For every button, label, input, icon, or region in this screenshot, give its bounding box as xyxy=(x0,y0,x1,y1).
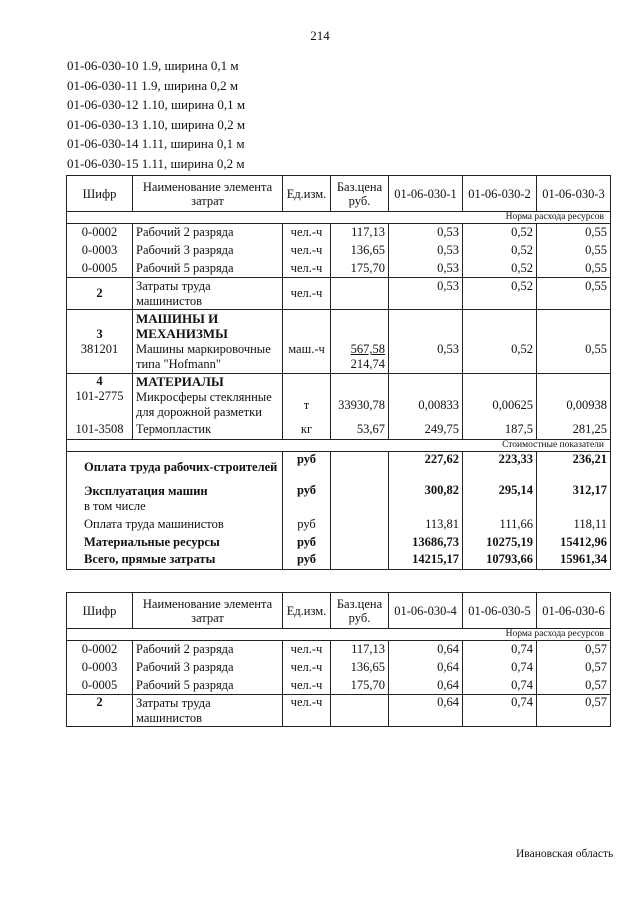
cost-row xyxy=(67,483,611,515)
cell-unit: чел.-ч xyxy=(283,677,331,695)
cost-value: 295,14 xyxy=(463,483,537,515)
cell-code: 0-0003 xyxy=(67,659,133,677)
code-line: 01-06-030-11 1.9, ширина 0,2 м xyxy=(67,77,239,93)
cell-price: 53,67 xyxy=(331,421,389,439)
cell-value: 0,74 xyxy=(463,695,537,727)
cost-unit: руб xyxy=(283,515,331,533)
code-line: 01-06-030-15 1.11, ширина 0,2 м xyxy=(67,155,245,171)
col-norm-header: 01-06-030-6 xyxy=(537,593,611,629)
price-top: 567,58 xyxy=(350,342,385,357)
cost-value: 113,81 xyxy=(389,515,463,533)
cost-value: 300,82 xyxy=(389,483,463,515)
page-number: 214 xyxy=(310,28,330,43)
cost-price xyxy=(331,551,389,569)
code-line: 01-06-030-14 1.11, ширина 0,1 м xyxy=(67,136,245,152)
col-name-header: Наименование элемента затрат xyxy=(133,176,283,212)
cell-value: 0,55 xyxy=(537,278,611,310)
cost-price xyxy=(331,515,389,533)
cell-code: 101-3508 xyxy=(67,421,133,439)
cell-name: Рабочий 3 разряда xyxy=(133,659,283,677)
cost-value: 14215,17 xyxy=(389,551,463,569)
cell-code: 0-0003 xyxy=(67,242,133,260)
cell-unit xyxy=(283,310,331,342)
cell-value: 0,52 xyxy=(463,260,537,278)
cell-value: 0,52 xyxy=(463,224,537,242)
cost-name-sub: в том числе xyxy=(84,499,146,513)
cell-code: 0-0002 xyxy=(67,641,133,659)
cost-label-row xyxy=(67,439,611,451)
col-unit-header: Ед.изм. xyxy=(283,176,331,212)
cell-code: 381201 xyxy=(67,342,133,374)
cell-value: 0,52 xyxy=(463,278,537,310)
resource-table-1 xyxy=(66,175,611,570)
cell-unit xyxy=(283,374,331,390)
section-title: МАШИНЫ И МЕХАНИЗМЫ xyxy=(133,310,283,342)
table-row xyxy=(67,695,611,727)
cell-name: Рабочий 5 разряда xyxy=(133,677,283,695)
cost-value: 13686,73 xyxy=(389,533,463,551)
norm-label-row xyxy=(67,212,611,224)
code-list xyxy=(67,56,245,174)
cell-unit: чел.-ч xyxy=(283,641,331,659)
table-row xyxy=(67,641,611,659)
col-name-header: Наименование элемента затрат xyxy=(133,593,283,629)
cell-value: 0,74 xyxy=(463,659,537,677)
cell-value: 0,57 xyxy=(537,695,611,727)
cell-code: 3 xyxy=(67,310,133,342)
cell-price: 33930,78 xyxy=(331,389,389,421)
cell-price: 175,70 xyxy=(331,677,389,695)
cell-value: 0,57 xyxy=(537,677,611,695)
cost-value: 15961,34 xyxy=(537,551,611,569)
cell-unit: чел.-ч xyxy=(283,278,331,310)
table-header-row xyxy=(67,593,611,629)
table-row xyxy=(67,242,611,260)
cell-unit: чел.-ч xyxy=(283,659,331,677)
cost-name: Оплата труда рабочих-строителей xyxy=(67,451,283,483)
cell-value: 0,55 xyxy=(537,242,611,260)
cell-value xyxy=(389,374,463,390)
cell-price xyxy=(331,695,389,727)
cost-name: Всего, прямые затраты xyxy=(67,551,283,569)
cell-price xyxy=(331,342,389,374)
norm-label: Норма расхода ресурсов xyxy=(67,212,611,224)
col-norm-header: 01-06-030-1 xyxy=(389,176,463,212)
cost-price xyxy=(331,483,389,515)
cell-value xyxy=(463,310,537,342)
cell-name: Рабочий 2 разряда xyxy=(133,641,283,659)
cost-name xyxy=(67,483,283,515)
cost-row xyxy=(67,451,611,483)
code-line: 01-06-030-10 1.9, ширина 0,1 м xyxy=(67,58,239,73)
cost-label: Стоимостные показатели xyxy=(67,439,611,451)
cost-unit: руб xyxy=(283,451,331,483)
table-row xyxy=(67,389,611,421)
col-unit-header: Ед.изм. xyxy=(283,593,331,629)
cell-unit: чел.-ч xyxy=(283,695,331,727)
table-row xyxy=(67,260,611,278)
resource-table-2 xyxy=(66,592,611,727)
price-bottom: 214,74 xyxy=(350,357,385,372)
col-price-header: Баз.цена руб. xyxy=(331,176,389,212)
col-code-header: Шифр xyxy=(67,593,133,629)
cell-code: 0-0002 xyxy=(67,224,133,242)
cell-value xyxy=(463,374,537,390)
cell-value: 0,55 xyxy=(537,260,611,278)
cell-code: 0-0005 xyxy=(67,260,133,278)
cell-value: 0,53 xyxy=(389,260,463,278)
cost-unit: руб xyxy=(283,483,331,515)
cell-value: 0,55 xyxy=(537,224,611,242)
cell-value: 0,57 xyxy=(537,659,611,677)
cost-value: 10275,19 xyxy=(463,533,537,551)
code-line: 01-06-030-13 1.10, ширина 0,2 м xyxy=(67,116,246,132)
cell-value: 0,53 xyxy=(389,224,463,242)
cell-code: 2 xyxy=(67,695,133,727)
cell-value: 0,64 xyxy=(389,659,463,677)
cell-name: Микросферы стеклянные для дорожной разметки xyxy=(133,389,283,421)
cell-unit: маш.-ч xyxy=(283,342,331,374)
table-row xyxy=(67,224,611,242)
cell-value: 281,25 xyxy=(537,421,611,439)
cell-value: 0,64 xyxy=(389,677,463,695)
cell-price: 175,70 xyxy=(331,260,389,278)
cell-unit: чел.-ч xyxy=(283,242,331,260)
cost-value: 10793,66 xyxy=(463,551,537,569)
cell-name: Рабочий 3 разряда xyxy=(133,242,283,260)
cost-price xyxy=(331,533,389,551)
cell-value: 0,55 xyxy=(537,342,611,374)
cell-name: Затраты труда машинистов xyxy=(133,278,283,310)
col-norm-header: 01-06-030-4 xyxy=(389,593,463,629)
cell-value: 0,74 xyxy=(463,641,537,659)
cost-price xyxy=(331,451,389,483)
table-row xyxy=(67,278,611,310)
cell-value: 0,00833 xyxy=(389,389,463,421)
col-norm-header: 01-06-030-2 xyxy=(463,176,537,212)
cell-unit: кг xyxy=(283,421,331,439)
col-norm-header: 01-06-030-3 xyxy=(537,176,611,212)
cell-value: 0,53 xyxy=(389,242,463,260)
cell-price: 117,13 xyxy=(331,641,389,659)
cell-price xyxy=(331,310,389,342)
col-code-header: Шифр xyxy=(67,176,133,212)
cell-code: 101-2775 xyxy=(67,389,133,421)
cell-name: Машины маркировочные типа "Hofmann" xyxy=(133,342,283,374)
cell-value: 249,75 xyxy=(389,421,463,439)
cost-value: 111,66 xyxy=(463,515,537,533)
cell-unit: т xyxy=(283,389,331,421)
cell-code: 4 xyxy=(67,374,133,390)
cell-code: 0-0005 xyxy=(67,677,133,695)
cost-value: 15412,96 xyxy=(537,533,611,551)
cost-row xyxy=(67,515,611,533)
cell-value: 0,52 xyxy=(463,242,537,260)
cell-price xyxy=(331,374,389,390)
cell-value xyxy=(389,310,463,342)
table-row xyxy=(67,342,611,374)
cost-name-main: Эксплуатация машин xyxy=(84,484,208,498)
cell-value: 0,52 xyxy=(463,342,537,374)
cell-code: 2 xyxy=(67,278,133,310)
cell-value xyxy=(537,374,611,390)
cell-price xyxy=(331,278,389,310)
cell-name: Термопластик xyxy=(133,421,283,439)
section-row xyxy=(67,374,611,390)
cell-price: 136,65 xyxy=(331,659,389,677)
cell-name: Рабочий 2 разряда xyxy=(133,224,283,242)
cost-unit: руб xyxy=(283,533,331,551)
cost-value: 223,33 xyxy=(463,451,537,483)
cell-value: 0,57 xyxy=(537,641,611,659)
cost-value: 236,21 xyxy=(537,451,611,483)
table-row xyxy=(67,659,611,677)
code-line: 01-06-030-12 1.10, ширина 0,1 м xyxy=(67,97,246,113)
cell-value: 0,64 xyxy=(389,641,463,659)
col-price-header: Баз.цена руб. xyxy=(331,593,389,629)
cell-value: 0,00625 xyxy=(463,389,537,421)
table-row xyxy=(67,677,611,695)
norm-label: Норма расхода ресурсов xyxy=(67,629,611,641)
cell-value: 0,53 xyxy=(389,278,463,310)
cost-value: 312,17 xyxy=(537,483,611,515)
cell-name: Затраты труда машинистов xyxy=(133,695,283,727)
norm-label-row xyxy=(67,629,611,641)
cell-value: 0,00938 xyxy=(537,389,611,421)
cell-value: 0,53 xyxy=(389,342,463,374)
cost-value: 227,62 xyxy=(389,451,463,483)
cost-name: Оплата труда машинистов xyxy=(67,515,283,533)
cell-name: Рабочий 5 разряда xyxy=(133,260,283,278)
section-row xyxy=(67,310,611,342)
cost-row xyxy=(67,533,611,551)
cost-value: 118,11 xyxy=(537,515,611,533)
cost-name: Материальные ресурсы xyxy=(67,533,283,551)
cell-price: 136,65 xyxy=(331,242,389,260)
section-title: МАТЕРИАЛЫ xyxy=(133,374,283,390)
table-row xyxy=(67,421,611,439)
cost-unit: руб xyxy=(283,551,331,569)
cell-unit: чел.-ч xyxy=(283,260,331,278)
cell-value: 0,74 xyxy=(463,677,537,695)
cost-row xyxy=(67,551,611,569)
table-header-row xyxy=(67,176,611,212)
cell-value xyxy=(537,310,611,342)
cell-value: 187,5 xyxy=(463,421,537,439)
col-norm-header: 01-06-030-5 xyxy=(463,593,537,629)
region-footer: Ивановская область xyxy=(516,848,614,860)
cell-unit: чел.-ч xyxy=(283,224,331,242)
cell-price: 117,13 xyxy=(331,224,389,242)
cell-value: 0,64 xyxy=(389,695,463,727)
